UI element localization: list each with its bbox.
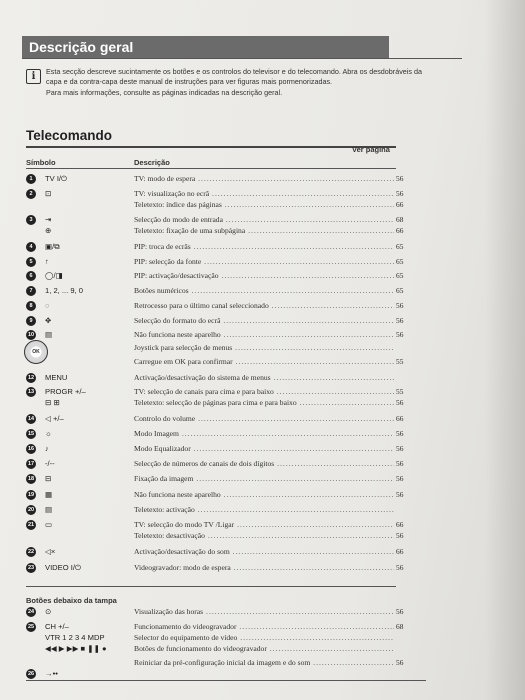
page-title: Descrição geral — [22, 36, 389, 58]
table-row — [26, 241, 411, 253]
item-number: 10 — [27, 332, 35, 338]
symbol-cell: ↑ — [45, 257, 49, 266]
description-cell: Controlo do volume ..... — [134, 413, 394, 425]
item-number: 2 — [26, 189, 36, 199]
table-row — [26, 413, 411, 425]
description-cell: Botões numéricos ..... — [134, 285, 394, 297]
symbol-cell: ▣/⧉ — [45, 242, 60, 251]
description-cell: PIP: activação/desactivação ..... — [134, 270, 394, 282]
description-cell: TV: modo de espera ..... — [134, 173, 394, 185]
page-ref: 66 — [396, 226, 404, 235]
description-cell: Joystick para selecção de menus ..... — [134, 342, 394, 354]
symbol-cell: ▭ — [45, 520, 53, 529]
item-number: 9 — [26, 316, 36, 326]
page-ref: 56 — [396, 658, 404, 667]
description-cell: Fixação da imagem ..... — [134, 473, 394, 485]
symbol-cell: ◁ +/– — [45, 414, 64, 423]
description-cell: Modo Equalizador ..... — [134, 443, 394, 455]
page-ref: 66 — [396, 547, 404, 556]
item-number: 8 — [26, 301, 36, 311]
item-number: 6 — [26, 271, 36, 281]
description-cell: Retrocesso para o último canal seleccionado ..... — [134, 300, 394, 312]
item-number: 4 — [26, 242, 36, 252]
intro-paragraph: Para mais informações, consulte as páginas indicadas na descrição geral. — [46, 88, 283, 98]
page-ref: 56 — [396, 474, 404, 483]
column-header-symbol: Símbolo — [26, 158, 56, 167]
description-cell: Teletexto: selecção de páginas para cima e para baixo ..... — [134, 397, 394, 409]
description-cell: Videogravador: modo de espera ..... — [134, 562, 394, 574]
symbol-cell: ✥ — [45, 316, 52, 325]
page-ref: 56 — [396, 444, 404, 453]
symbol-cell: ⊟ ⊞ — [45, 398, 60, 407]
table-row — [26, 443, 411, 455]
page-ref: 65 — [396, 242, 404, 251]
symbol-cell: ⊟ — [45, 474, 52, 483]
symbol-cell: -/-- — [45, 459, 55, 468]
symbol-cell: 1, 2, ... 9, 0 — [45, 286, 83, 295]
column-header-page: Ver página — [352, 145, 390, 154]
item-number: 13 — [27, 389, 35, 395]
symbol-cell: PROGR +/– — [45, 387, 86, 396]
table-row — [26, 225, 411, 237]
description-cell: Não funciona neste aparelho ..... — [134, 329, 394, 341]
symbol-cell: ♪ — [45, 444, 49, 453]
description-cell: Activação/desactivação do sistema de menus ..... — [134, 372, 394, 384]
symbol-cell: ⊕ — [45, 226, 52, 235]
table-row — [26, 428, 411, 440]
item-number: 22 — [27, 549, 35, 555]
item-number: 26 — [27, 671, 35, 677]
symbol-cell: ▤ — [45, 505, 53, 514]
page-ref: 56 — [396, 531, 404, 540]
description-cell: TV: visualização no ecrã ..... — [134, 188, 394, 200]
table-row — [26, 606, 411, 618]
symbol-cell: ▤ — [45, 330, 53, 339]
table-row — [26, 342, 411, 354]
intro-text — [46, 67, 426, 98]
symbol-cell: ◌ — [45, 301, 50, 310]
divider — [26, 680, 426, 681]
symbol-cell: ◁× — [45, 547, 56, 556]
item-number: 24 — [27, 609, 35, 615]
divider — [26, 146, 396, 148]
symbol-cell: →•• — [45, 669, 58, 678]
table-row — [26, 562, 411, 574]
item-number: 20 — [27, 507, 35, 513]
item-number: 12 — [27, 375, 35, 381]
description-cell: Reiniciar da pré-configuração inicial da imagem e do som ..... — [134, 657, 394, 669]
description-cell: TV: selecção do modo TV /Ligar ..... — [134, 519, 394, 531]
page-ref: 68 — [396, 622, 404, 631]
symbol-cell: ▦ — [45, 490, 53, 499]
symbol-cell: ⊙ — [45, 607, 52, 616]
page-ref: 56 — [396, 316, 404, 325]
item-number: 5 — [26, 257, 36, 267]
description-cell: Modo Imagem ..... — [134, 428, 394, 440]
table-row — [26, 356, 411, 368]
item-number: 21 — [27, 522, 35, 528]
symbol-cell: ⊡ — [45, 189, 52, 198]
section-title: Telecomando — [26, 128, 113, 143]
page-ref: 56 — [396, 174, 404, 183]
description-cell: Carregue em OK para confirmar ..... — [134, 356, 394, 368]
item-number: 15 — [27, 431, 35, 437]
page-ref: 56 — [396, 563, 404, 572]
symbol-cell: ◯/◨ — [45, 271, 63, 280]
table-row — [26, 372, 411, 384]
table-row — [26, 256, 411, 268]
table-row — [26, 643, 411, 655]
symbol-cell: ⇥ — [45, 215, 52, 224]
description-cell: Selecção de números de canais de dois dígitos ..... — [134, 458, 394, 470]
description-cell: Funcionamento do videogravador ..... — [134, 621, 394, 633]
item-number: 3 — [26, 215, 36, 225]
table-row — [26, 473, 411, 485]
page-ref: 65 — [396, 286, 404, 295]
page-ref: 56 — [396, 429, 404, 438]
page-ref: 56 — [396, 189, 404, 198]
table-row — [26, 285, 411, 297]
page-ref: 66 — [396, 200, 404, 209]
description-cell: Teletexto: activação ..... — [134, 504, 394, 516]
table-row — [26, 489, 411, 501]
symbol-cell: VTR 1 2 3 4 MDP — [45, 633, 105, 642]
description-cell: Teletexto: índice das páginas ..... — [134, 199, 394, 211]
item-number: 25 — [27, 624, 35, 630]
divider — [22, 58, 462, 59]
item-number: 18 — [27, 476, 35, 482]
page-ref: 55 — [396, 387, 404, 396]
page-ref: 56 — [396, 459, 404, 468]
symbol-cell: TV I/⏻ — [45, 174, 68, 183]
item-number: 1 — [26, 174, 36, 184]
page-ref: 56 — [396, 398, 404, 407]
item-number: 7 — [26, 286, 36, 296]
page-ref: 66 — [396, 414, 404, 423]
table-row — [26, 329, 411, 341]
divider — [26, 168, 396, 169]
symbol-cell: CH +/– — [45, 622, 69, 631]
table-row — [26, 397, 411, 409]
symbol-cell: VIDEO I/⏻ — [45, 563, 81, 572]
description-cell: Teletexto: fixação de uma subpágina ..... — [134, 225, 394, 237]
table-row — [26, 530, 411, 542]
page-ref: 56 — [396, 607, 404, 616]
page-ref: 56 — [396, 301, 404, 310]
subsection-title: Botões debaixo da tampa — [26, 596, 117, 605]
description-cell: Selector do equipamento de vídeo ..... — [134, 632, 394, 644]
description-cell: Selecção do formato do ecrã ..... — [134, 315, 394, 327]
column-header-description: Descrição — [134, 158, 170, 167]
description-cell: Não funciona neste aparelho ..... — [134, 489, 394, 501]
table-row — [26, 546, 411, 558]
table-row — [26, 315, 411, 327]
description-cell: PIP: troca de ecrãs ..... — [134, 241, 394, 253]
table-row — [26, 668, 411, 680]
table-row — [26, 504, 411, 516]
table-row — [26, 300, 411, 312]
page-ref: 55 — [396, 357, 404, 366]
description-cell: PIP: selecção da fonte ..... — [134, 256, 394, 268]
page-edge-shadow — [485, 0, 525, 700]
table-row — [26, 199, 411, 211]
page-ref: 68 — [396, 215, 404, 224]
symbol-cell: MENU — [45, 373, 68, 382]
table-row — [26, 458, 411, 470]
intro-paragraph: Esta secção descreve sucintamente os botões e os controlos do televisor e do telecomando. Abra os desdobráveis da capa e da contra-capa deste manual de instruções para ver figuras mais pormenorizadas. — [46, 67, 422, 86]
symbol-cell: ◀◀ ▶ ▶▶ ■ ❚❚ ● — [45, 644, 107, 653]
description-cell: Activação/desactivação do som ..... — [134, 546, 394, 558]
page-ref: 65 — [396, 257, 404, 266]
description-cell: Selecção do modo de entrada ..... — [134, 214, 394, 226]
divider — [26, 586, 396, 587]
item-number: 19 — [27, 492, 35, 498]
info-icon: i — [26, 69, 41, 84]
description-cell: Botões de funcionamento do videogravador ..... — [134, 643, 394, 655]
description-cell: Teletexto: desactivação ..... — [134, 530, 394, 542]
item-number: 17 — [27, 461, 35, 467]
description-cell: TV: selecção de canais para cima e para baixo ..... — [134, 386, 394, 398]
joystick-ok-icon: OK — [24, 340, 48, 364]
page-ref: 56 — [396, 490, 404, 499]
page-ref: 56 — [396, 330, 404, 339]
description-cell: Visualização das horas ..... — [134, 606, 394, 618]
item-number: 14 — [27, 416, 35, 422]
page-ref: 66 — [396, 520, 404, 529]
symbol-cell: ☼ — [45, 429, 52, 438]
table-row — [26, 173, 411, 185]
table-row — [26, 270, 411, 282]
item-number: 23 — [27, 565, 35, 571]
page-ref: 65 — [396, 271, 404, 280]
item-number: 16 — [27, 446, 35, 452]
